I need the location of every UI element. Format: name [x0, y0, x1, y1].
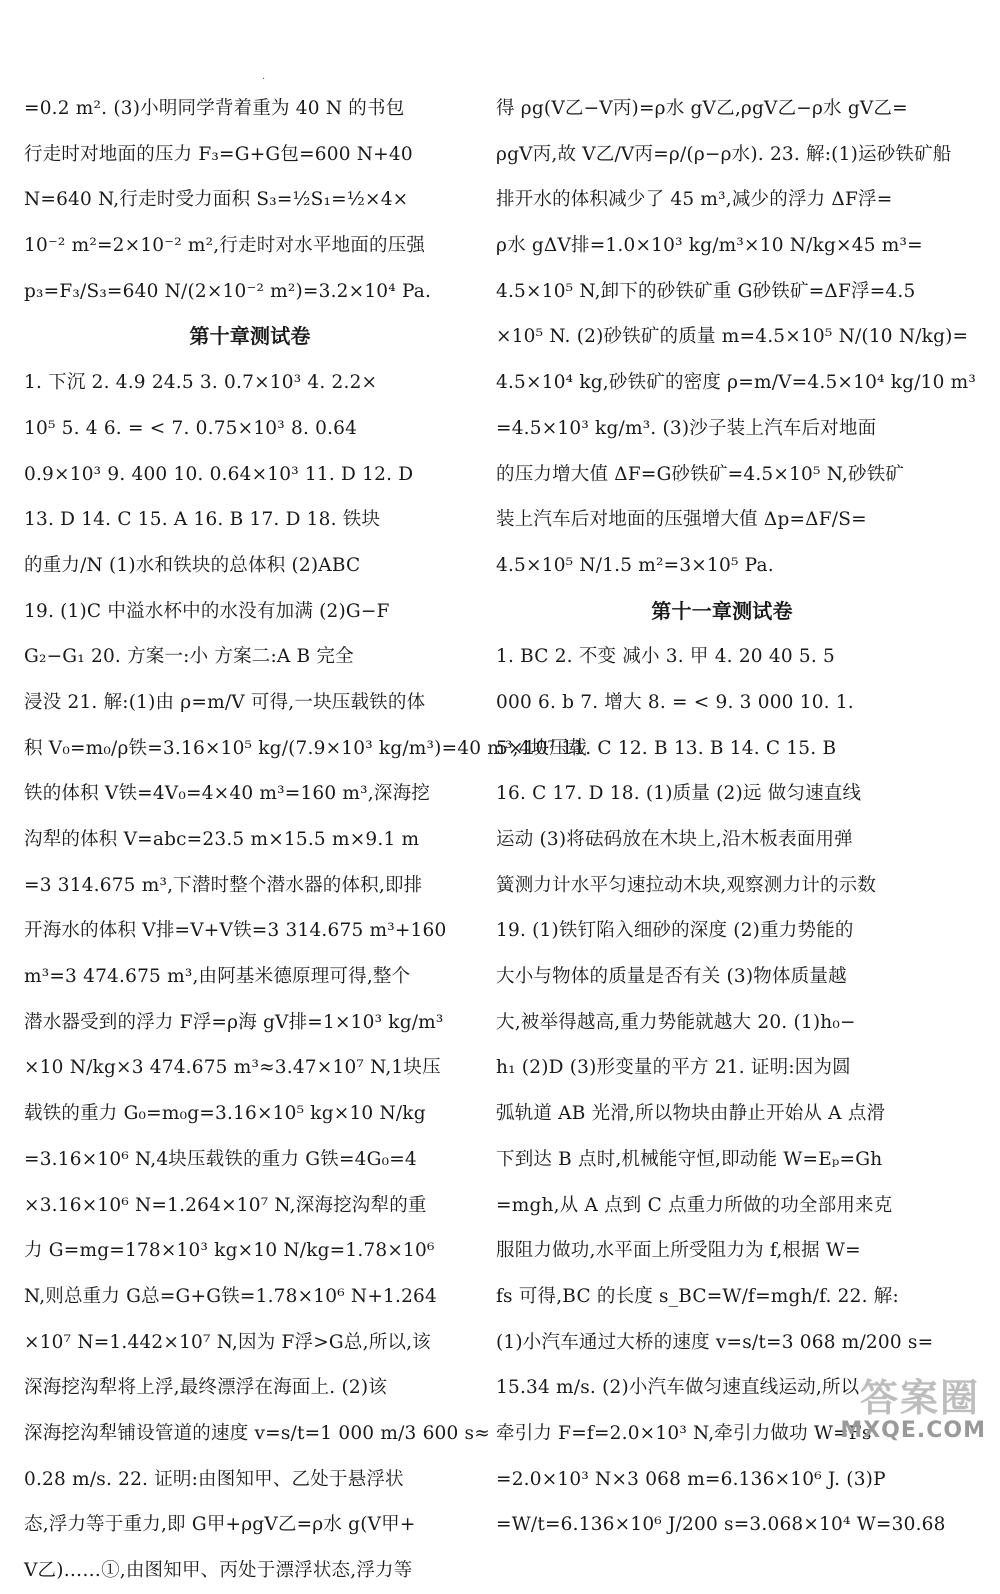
- text-line: 的压力增大值 ΔF=G砂铁矿=4.5×10⁵ N,砂铁矿: [496, 463, 905, 485]
- text-line: fs 可得,BC 的长度 s_BC=W/f=mgh/f. 22. 解:: [496, 1285, 899, 1307]
- site-watermark: [796, 1367, 986, 1443]
- text-line: 深海挖沟犁铺设管道的速度 v=s/t=1 000 m/3 600 s≈: [24, 1422, 490, 1444]
- text-line: G₂−G₁ 20. 方案一:小 方案二:A B 完全: [24, 646, 354, 668]
- text-line: V乙)……①,由图知甲、丙处于漂浮状态,浮力等: [24, 1560, 413, 1581]
- text-line: 力 G=mg=178×10³ kg×10 N/kg=1.78×10⁶: [24, 1240, 435, 1262]
- right-column: [496, 86, 977, 1548]
- text-line: p₃=F₃/S₃=640 N/(2×10⁻² m²)=3.2×10⁴ Pa.: [24, 280, 432, 302]
- text-line: 13. D 14. C 15. A 16. B 17. D 18. 铁块: [24, 509, 381, 531]
- text-line: 5×10⁷ 11. C 12. B 13. B 14. C 15. B: [496, 737, 837, 759]
- text-line: 沟犁的体积 V=abc=23.5 m×15.5 m×9.1 m: [24, 829, 420, 850]
- text-line: 下到达 B 点时,机械能守恒,即动能 W=Eₚ=Gh: [496, 1148, 883, 1170]
- text-line: ×3.16×10⁶ N=1.264×10⁷ N,深海挖沟犁的重: [24, 1194, 427, 1216]
- chapter-10-heading: 第十章测试卷: [189, 324, 311, 349]
- text-line: 大小与物体的质量是否有关 (3)物体质量越: [496, 966, 847, 988]
- text-line: 装上汽车后对地面的压强增大值 Δp=ΔF/S=: [496, 509, 867, 531]
- text-line: 19. (1)铁钉陷入细砂的深度 (2)重力势能的: [496, 920, 854, 942]
- text-line: 铁的体积 V铁=4V₀=4×40 m³=160 m³,深海挖: [24, 783, 430, 805]
- text-line: m³=3 474.675 m³,由阿基米德原理可得,整个: [24, 966, 411, 988]
- text-line: =mgh,从 A 点到 C 点重力所做的功全部用来克: [496, 1194, 893, 1216]
- text-line: 牵引力 F=f=2.0×10³ N,牵引力做功 W=Fs: [496, 1422, 872, 1444]
- text-line: 积 V₀=m₀/ρ铁=3.16×10⁵ kg/(7.9×10³ kg/m³)=40 m³,4块压载: [24, 737, 587, 759]
- text-line: 弧轨道 AB 光滑,所以物块由静止开始从 A 点滑: [496, 1103, 886, 1125]
- text-line: 大,被举得越高,重力势能就越大 20. (1)h₀−: [496, 1011, 856, 1033]
- text-line: =2.0×10³ N×3 068 m=6.136×10⁶ J. (3)P: [496, 1468, 886, 1490]
- text-line: 排开水的体积减少了 45 m³,减少的浮力 ΔF浮=: [496, 189, 893, 211]
- text-line: 0.9×10³ 9. 400 10. 0.64×10³ 11. D 12. D: [24, 463, 414, 485]
- text-line: =W/t=6.136×10⁶ J/200 s=3.068×10⁴ W=30.68: [496, 1514, 946, 1536]
- chapter-11-heading: 第十一章测试卷: [651, 598, 793, 623]
- text-line: 服阻力做功,水平面上所受阻力为 f,根据 W=: [496, 1240, 861, 1262]
- watermark-logo-text: 答案圈: [859, 1376, 980, 1420]
- text-line: =0.2 m². (3)小明同学背着重为 40 N 的书包: [24, 98, 405, 119]
- text-line: 簧测力计水平匀速拉动木块,观察测力计的示数: [496, 874, 877, 896]
- watermark-domain: MXQE.COM: [840, 1418, 986, 1443]
- text-line: ×10⁵ N. (2)砂铁矿的质量 m=4.5×10⁵ N/(10 N/kg)=: [496, 326, 969, 348]
- text-line: N=640 N,行走时受力面积 S₃=½S₁=½×4×: [24, 189, 409, 211]
- left-column: [24, 86, 587, 1594]
- text-line: 19. (1)C 中溢水杯中的水没有加满 (2)G−F: [24, 600, 390, 622]
- text-line: 4.5×10⁵ N,卸下的砂铁矿重 G砂铁矿=ΔF浮=4.5: [496, 280, 916, 302]
- text-line: 的重力/N (1)水和铁块的总体积 (2)ABC: [24, 554, 361, 576]
- text-line: ×10 N/kg×3 474.675 m³≈3.47×10⁷ N,1块压: [24, 1057, 441, 1079]
- text-line: 行走时对地面的压力 F₃=G+G包=600 N+40: [24, 143, 413, 165]
- text-line: 1. BC 2. 不变 减小 3. 甲 4. 20 40 5. 5: [496, 646, 835, 668]
- text-line: 10⁵ 5. 4 6. = < 7. 0.75×10³ 8. 0.64: [24, 417, 358, 439]
- text-line: 态,浮力等于重力,即 G甲+ρgV乙=ρ水 g(V甲+: [24, 1514, 416, 1536]
- text-line: 4.5×10⁴ kg,砂铁矿的密度 ρ=m/V=4.5×10⁴ kg/10 m³: [496, 372, 977, 394]
- text-line: 000 6. b 7. 增大 8. = < 9. 3 000 10. 1.: [496, 691, 854, 713]
- page-dot: ·: [262, 74, 266, 85]
- text-line: 1. 下沉 2. 4.9 24.5 3. 0.7×10³ 4. 2.2×: [24, 372, 378, 394]
- text-line: 得 ρg(V乙−V丙)=ρ水 gV乙,ρgV乙−ρ水 gV乙=: [496, 98, 908, 119]
- text-line: 潜水器受到的浮力 F浮=ρ海 gV排=1×10³ kg/m³: [24, 1011, 444, 1033]
- text-line: 运动 (3)将砝码放在木块上,沿木板表面用弹: [496, 829, 853, 850]
- text-line: 15.34 m/s. (2)小汽车做匀速直线运动,所以: [496, 1377, 860, 1399]
- text-line: 浸没 21. 解:(1)由 ρ=m/V 可得,一块压载铁的体: [24, 691, 426, 713]
- text-line: =4.5×10³ kg/m³. (3)沙子装上汽车后对地面: [496, 417, 877, 439]
- text-line: (1)小汽车通过大桥的速度 v=s/t=3 068 m/200 s=: [496, 1331, 934, 1353]
- text-line: 载铁的重力 G₀=m₀g=3.16×10⁵ kg×10 N/kg: [24, 1103, 426, 1125]
- text-line: =3.16×10⁶ N,4块压载铁的重力 G铁=4G₀=4: [24, 1148, 417, 1170]
- text-line: 4.5×10⁵ N/1.5 m²=3×10⁵ Pa.: [496, 554, 774, 576]
- text-line: 10⁻² m²=2×10⁻² m²,行走时对水平地面的压强: [24, 235, 426, 257]
- text-line: =3 314.675 m³,下潜时整个潜水器的体积,即排: [24, 874, 423, 896]
- text-line: h₁ (2)D (3)形变量的平方 21. 证明:因为圆: [496, 1057, 851, 1079]
- text-line: 16. C 17. D 18. (1)质量 (2)远 做匀速直线: [496, 783, 862, 805]
- text-line: ×10⁷ N=1.442×10⁷ N,因为 F浮>G总,所以,该: [24, 1331, 431, 1353]
- text-line: 深海挖沟犁将上浮,最终漂浮在海面上. (2)该: [24, 1377, 387, 1399]
- text-line: N,则总重力 G总=G+G铁=1.78×10⁶ N+1.264: [24, 1285, 437, 1307]
- text-line: 0.28 m/s. 22. 证明:由图知甲、乙处于悬浮状: [24, 1468, 404, 1490]
- text-line: 开海水的体积 V排=V+V铁=3 314.675 m³+160: [24, 920, 447, 942]
- text-line: ρgV丙,故 V乙/V丙=ρ/(ρ−ρ水). 23. 解:(1)运砂铁矿船: [496, 143, 952, 165]
- text-line: ρ水 gΔV排=1.0×10³ kg/m³×10 N/kg×45 m³=: [496, 235, 923, 257]
